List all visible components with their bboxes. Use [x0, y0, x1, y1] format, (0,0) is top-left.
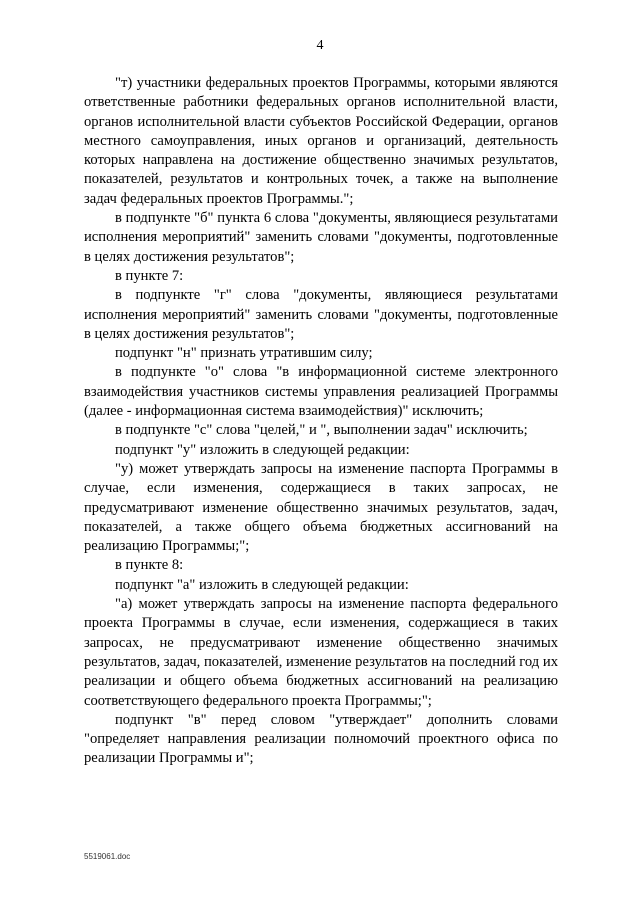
paragraph-12: "а) может утверждать запросы на изменение паспорта федерального проекта Программы в случае, если изменения, содержащиеся в таких запросах, не предусматривают изменение общественно значимых результатов, задач, показателей, изменение результатов на последний год их реализации и общего объема бюджетных ассигнований на реализацию соответствующего федерального проекта Программы;"; [84, 596, 558, 709]
paragraph-9: "у) может утверждать запросы на изменение паспорта Программы в случае, если изменения, содержащиеся в таких запросах, не предусматривают изменение общественно значимых результатов, задач, показателей, а также общего объема бюджетных ассигнований на реализацию Программы;"; [84, 460, 558, 555]
footer-document-code: 5519061.doc [84, 852, 131, 861]
paragraph-13: подпункт "в" перед словом "утверждает" дополнить словами "определяет направления реализации полномочий проектного офиса по реализации Программы и"; [84, 711, 558, 767]
page-number: 4 [316, 38, 324, 53]
paragraph-1: "т) участники федеральных проектов Программы, которыми являются ответственные работники федеральных органов исполнительной власти, органов исполнительной власти субъектов Российской Федерации, органов местного самоуправления, иных органов и организаций, деятельность которых направлена на достижение общественно значимых результатов, показателей, результатов и контрольных точек, а также на выполнение задач федеральных проектов Программы."; [84, 75, 558, 207]
paragraph-10: в пункте 8: [115, 557, 184, 574]
paragraph-2: в подпункте "б" пункта 6 слова "документы, являющиеся результатами исполнения мероприятий" заменить словами "документы, подготовленные в целях достижения результатов"; [84, 210, 558, 265]
paragraph-5: подпункт "н" признать утратившим силу; [115, 345, 373, 362]
paragraph-3: в пункте 7: [115, 267, 184, 284]
paragraph-6: в подпункте "о" слова "в информационной системе электронного взаимодействия участников системы управления реализацией Программы (далее - информационная система взаимодействия)" исключить; [84, 364, 558, 420]
paragraph-7: в подпункте "с" слова "целей," и ", выполнении задач" исключить; [115, 422, 528, 439]
paragraph-4: в подпункте "г" слова "документы, являющиеся результатами исполнения мероприятий" заменить словами "документы, подготовленные в целях достижения результатов"; [84, 287, 558, 342]
paragraph-11: подпункт "а" изложить в следующей редакции: [115, 576, 409, 593]
paragraph-8: подпункт "у" изложить в следующей редакции: [115, 441, 410, 458]
document-body [84, 74, 558, 769]
